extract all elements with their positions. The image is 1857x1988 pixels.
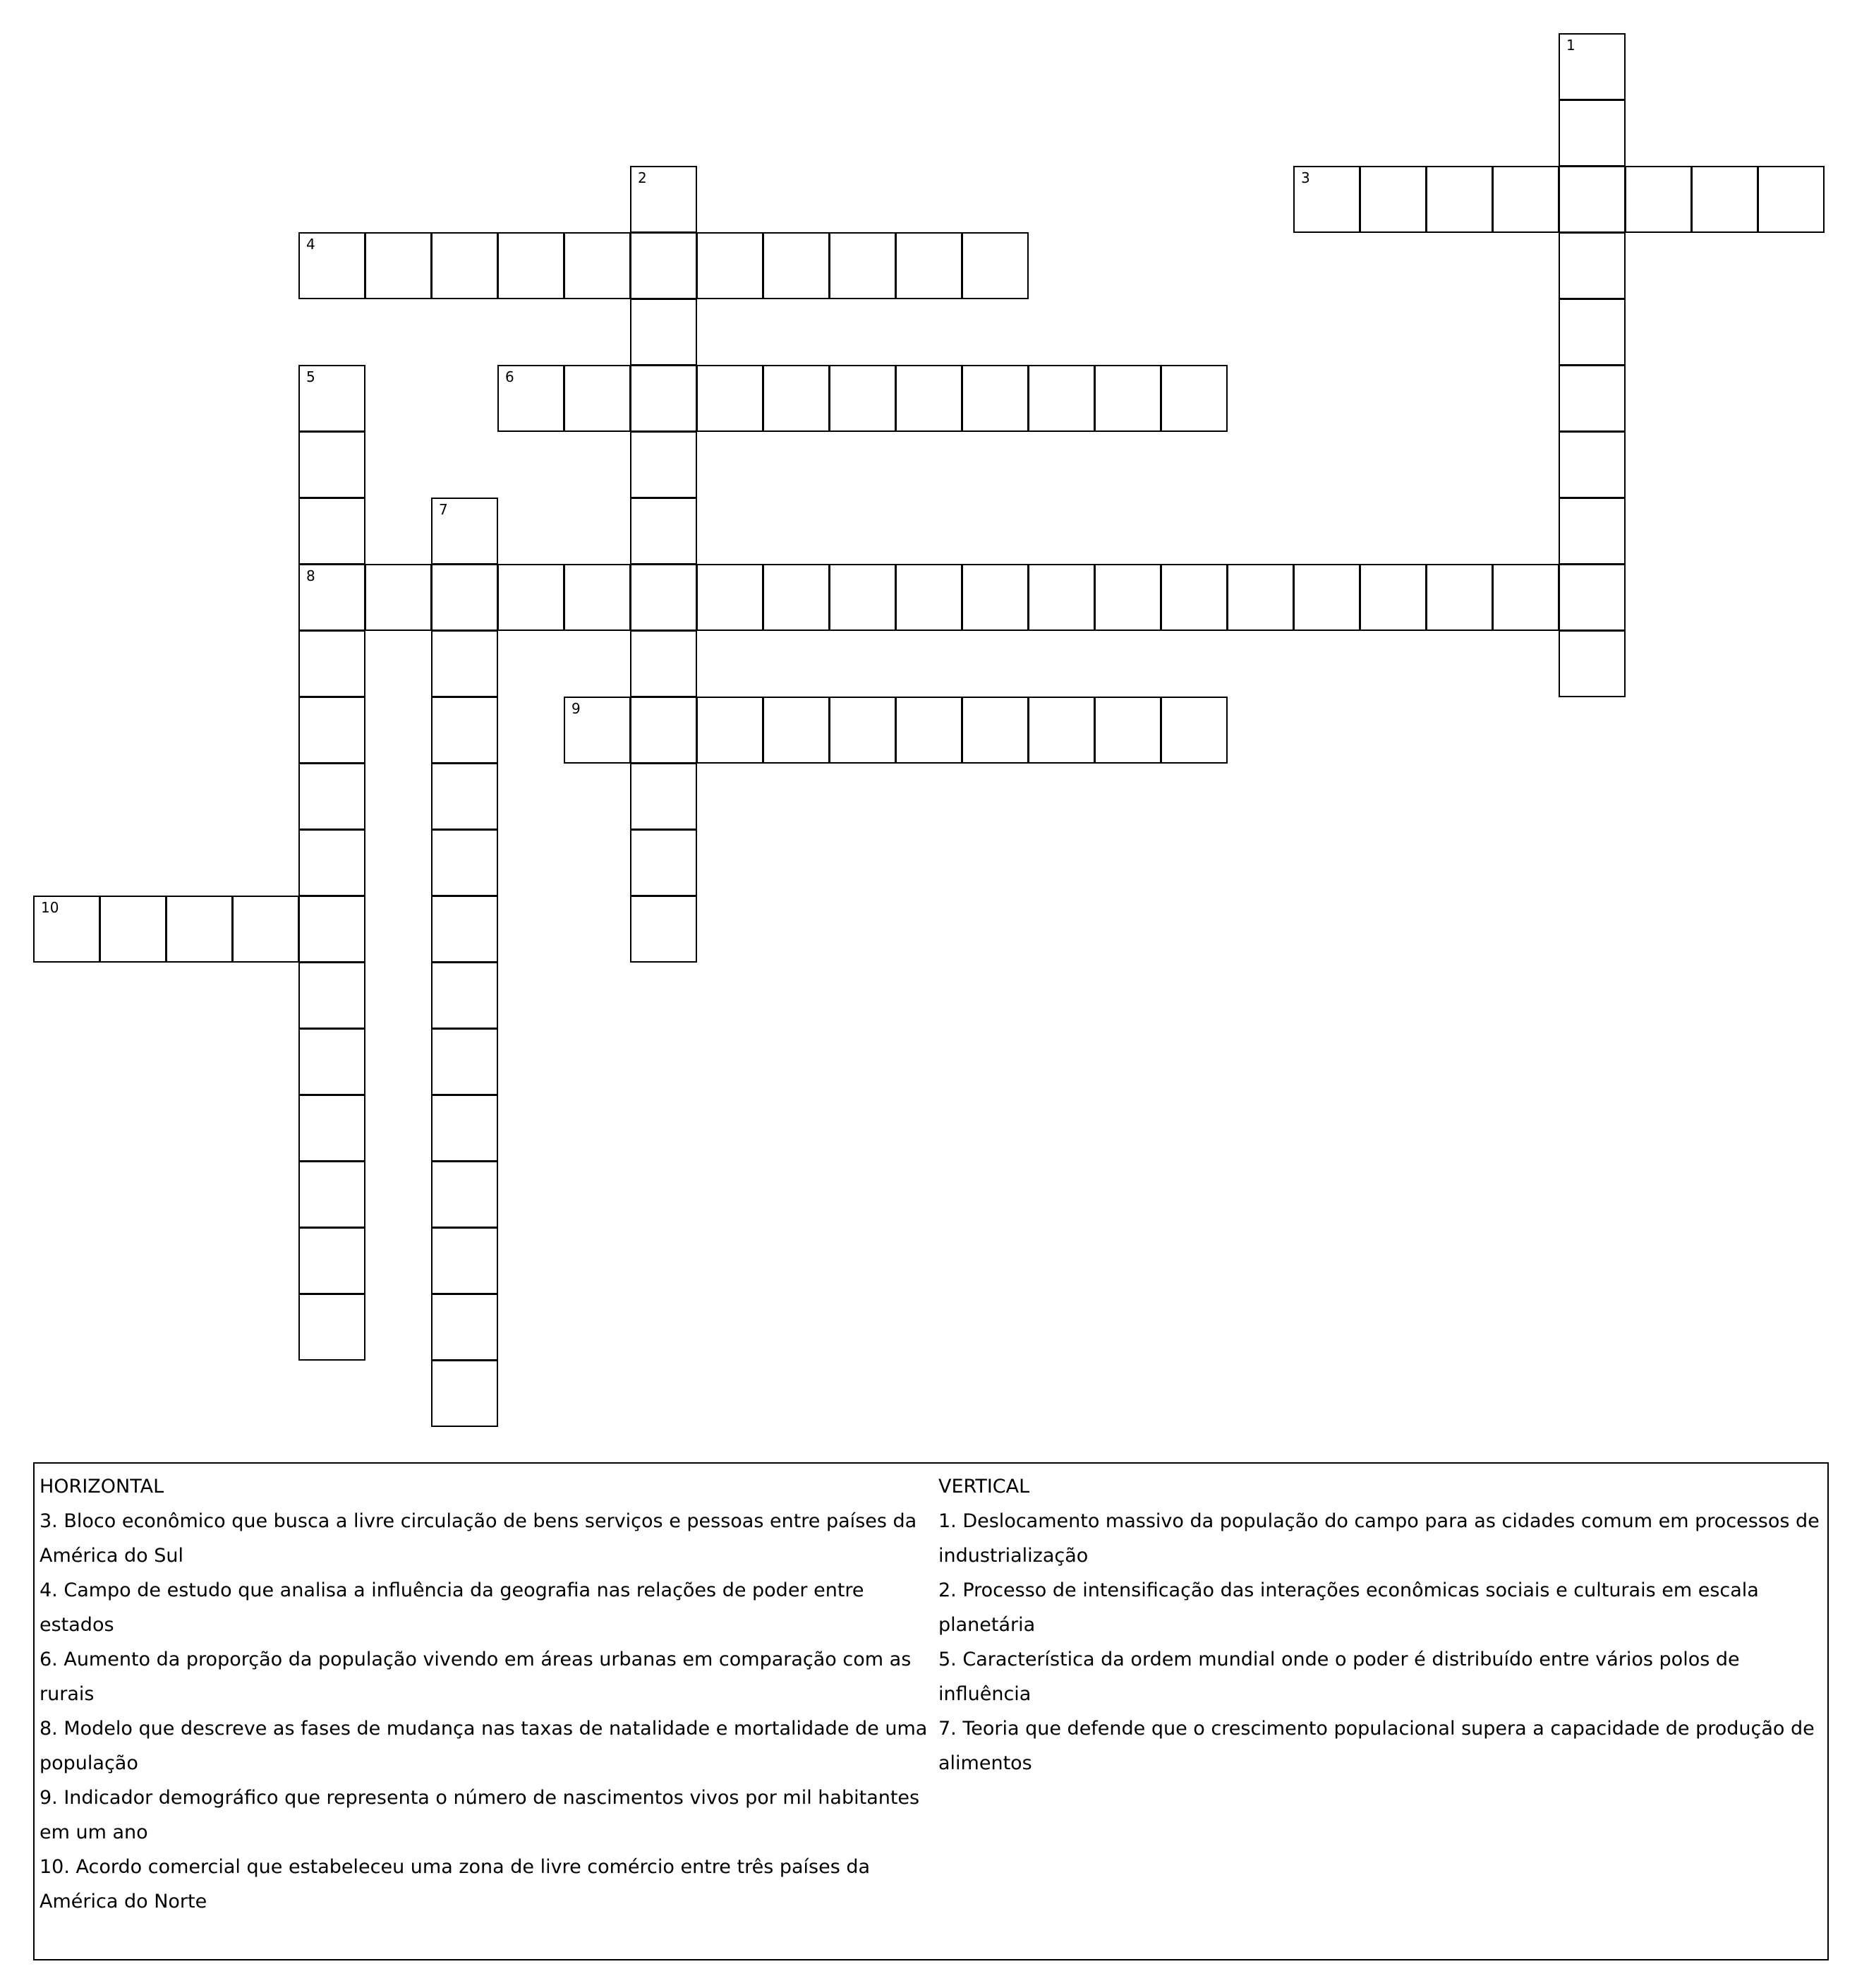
grid-cell[interactable]: [232, 896, 299, 963]
clue-number: 6: [505, 368, 514, 385]
grid-cell[interactable]: [763, 232, 830, 299]
grid-cell[interactable]: [298, 630, 365, 697]
clue-down-7: 7. Teoria que defende que o crescimento populacional supera a capacidade de produção de alimentos: [938, 1718, 1815, 1774]
grid-cell[interactable]: [829, 232, 896, 299]
clue-down-5: 5. Característica da ordem mundial onde o poder é distribuído entre vários polos de influência: [938, 1649, 1740, 1705]
grid-cell[interactable]: [630, 630, 697, 697]
grid-cell[interactable]: [1293, 166, 1360, 233]
grid-cell[interactable]: [564, 697, 631, 764]
grid-cell[interactable]: [630, 697, 697, 764]
grid-cell[interactable]: [630, 763, 697, 830]
grid-cell[interactable]: [431, 1028, 498, 1095]
grid-cell[interactable]: [1559, 365, 1626, 432]
clue-down-1: 1. Deslocamento massivo da população do campo para as cidades comum em processos de industrialização: [938, 1510, 1820, 1567]
grid-cell[interactable]: [1758, 166, 1825, 233]
grid-cell[interactable]: [564, 365, 631, 432]
grid-cell[interactable]: [431, 1095, 498, 1162]
grid-cell[interactable]: [1559, 33, 1626, 100]
grid-cell[interactable]: [1094, 365, 1161, 432]
grid-cell[interactable]: [630, 829, 697, 896]
grid-cell[interactable]: [1161, 564, 1228, 631]
grid-cell[interactable]: [1360, 564, 1427, 631]
grid-cell[interactable]: [1559, 166, 1626, 233]
grid-cell[interactable]: [298, 1028, 365, 1095]
grid-cell[interactable]: [696, 232, 763, 299]
grid-cell[interactable]: [431, 962, 498, 1029]
grid-cell[interactable]: [298, 896, 365, 963]
grid-cell[interactable]: [1161, 365, 1228, 432]
grid-cell[interactable]: [1559, 498, 1626, 565]
grid-cell[interactable]: [829, 365, 896, 432]
grid-cell[interactable]: [895, 697, 962, 764]
grid-cell[interactable]: [1426, 564, 1493, 631]
grid-cell[interactable]: [564, 232, 631, 299]
grid-cell[interactable]: [298, 431, 365, 498]
grid-cell[interactable]: [431, 630, 498, 697]
grid-cell[interactable]: [630, 431, 697, 498]
horizontal-title: HORIZONTAL: [40, 1476, 164, 1498]
grid-cell[interactable]: [33, 896, 100, 963]
grid-cell[interactable]: [962, 365, 1029, 432]
clue-across-8: 8. Modelo que descreve as fases de mudança nas taxas de natalidade e mortalidade de uma população: [40, 1718, 928, 1774]
grid-cell[interactable]: [431, 232, 498, 299]
grid-cell[interactable]: [431, 498, 498, 565]
clues-box: [33, 1462, 1829, 1960]
grid-cell[interactable]: [1028, 564, 1095, 631]
grid-cell[interactable]: [829, 564, 896, 631]
grid-cell[interactable]: [895, 564, 962, 631]
grid-cell[interactable]: [1559, 232, 1626, 299]
grid-cell[interactable]: [298, 1095, 365, 1162]
grid-cell[interactable]: [829, 697, 896, 764]
grid-cell[interactable]: [1559, 100, 1626, 167]
grid-cell[interactable]: [1227, 564, 1294, 631]
clue-across-3: 3. Bloco econômico que busca a livre circulação de bens serviços e pessoas entre países da América do Sul: [40, 1510, 917, 1567]
grid-cell[interactable]: [763, 564, 830, 631]
grid-cell[interactable]: [298, 365, 365, 432]
grid-cell[interactable]: [1293, 564, 1360, 631]
grid-cell[interactable]: [298, 829, 365, 896]
grid-cell[interactable]: [1492, 166, 1559, 233]
grid-cell[interactable]: [630, 896, 697, 963]
grid-cell[interactable]: [298, 1227, 365, 1294]
grid-cell[interactable]: [1028, 365, 1095, 432]
grid-cell[interactable]: [962, 564, 1029, 631]
grid-cell[interactable]: [962, 697, 1029, 764]
vertical-title: VERTICAL: [938, 1476, 1030, 1498]
grid-cell[interactable]: [431, 1161, 498, 1228]
grid-cell[interactable]: [497, 365, 564, 432]
grid-cell[interactable]: [696, 697, 763, 764]
grid-cell[interactable]: [895, 232, 962, 299]
clue-down-2: 2. Processo de intensificação das interações econômicas sociais e culturais em escala planetária: [938, 1579, 1759, 1636]
grid-cell[interactable]: [497, 232, 564, 299]
grid-cell[interactable]: [365, 232, 432, 299]
grid-cell[interactable]: [166, 896, 233, 963]
grid-cell[interactable]: [298, 564, 365, 631]
grid-cell[interactable]: [763, 365, 830, 432]
grid-cell[interactable]: [962, 232, 1029, 299]
grid-cell[interactable]: [1094, 564, 1161, 631]
grid-cell[interactable]: [1161, 697, 1228, 764]
grid-cell[interactable]: [298, 1161, 365, 1228]
grid-cell[interactable]: [630, 299, 697, 366]
grid-cell[interactable]: [431, 763, 498, 830]
grid-cell[interactable]: [1360, 166, 1427, 233]
grid-cell[interactable]: [1625, 166, 1692, 233]
clue-number: 4: [306, 236, 315, 253]
grid-cell[interactable]: [564, 564, 631, 631]
grid-cell[interactable]: [1691, 166, 1758, 233]
vertical-clues: [938, 1469, 1820, 1781]
grid-cell[interactable]: [1028, 697, 1095, 764]
grid-cell[interactable]: [431, 1360, 498, 1427]
horizontal-clues: [40, 1469, 928, 1919]
grid-cell[interactable]: [365, 564, 432, 631]
grid-cell[interactable]: [1492, 564, 1559, 631]
clue-across-4: 4. Campo de estudo que analisa a influência da geografia nas relações de poder entre estados: [40, 1579, 864, 1636]
clue-number: 2: [638, 169, 647, 186]
clue-number: 5: [306, 368, 315, 385]
clue-number: 8: [306, 567, 315, 584]
grid-cell[interactable]: [298, 763, 365, 830]
grid-cell[interactable]: [1559, 564, 1626, 631]
grid-cell[interactable]: [298, 498, 365, 565]
grid-cell[interactable]: [630, 564, 697, 631]
grid-cell[interactable]: [431, 1227, 498, 1294]
grid-cell[interactable]: [1559, 431, 1626, 498]
grid-cell[interactable]: [431, 697, 498, 764]
grid-cell[interactable]: [696, 365, 763, 432]
grid-cell[interactable]: [431, 896, 498, 963]
clue-number: 9: [571, 700, 581, 717]
clue-number: 3: [1301, 169, 1310, 186]
grid-cell[interactable]: [1426, 166, 1493, 233]
clue-across-9: 9. Indicador demográfico que representa o número de nascimentos vivos por mil habitantes em um ano: [40, 1787, 920, 1843]
grid-cell[interactable]: [431, 829, 498, 896]
clue-across-6: 6. Aumento da proporção da população vivendo em áreas urbanas em comparação com as rurais: [40, 1649, 912, 1705]
clue-across-10: 10. Acordo comercial que estabeleceu uma zona de livre comércio entre três países da América do Norte: [40, 1856, 871, 1912]
grid-cell[interactable]: [298, 1294, 365, 1361]
grid-cell[interactable]: [497, 564, 564, 631]
grid-cell[interactable]: [1559, 299, 1626, 366]
grid-cell[interactable]: [431, 1294, 498, 1361]
clue-number: 7: [439, 501, 448, 518]
clue-number: 1: [1566, 37, 1575, 54]
grid-cell[interactable]: [298, 697, 365, 764]
grid-cell[interactable]: [298, 232, 365, 299]
grid-cell[interactable]: [630, 166, 697, 233]
clue-number: 10: [41, 899, 59, 916]
grid-cell[interactable]: [630, 365, 697, 432]
grid-cell[interactable]: [431, 564, 498, 631]
grid-cell[interactable]: [630, 232, 697, 299]
grid-cell[interactable]: [630, 498, 697, 565]
grid-cell[interactable]: [99, 896, 167, 963]
grid-cell[interactable]: [895, 365, 962, 432]
grid-cell[interactable]: [298, 962, 365, 1029]
grid-cell[interactable]: [763, 697, 830, 764]
grid-cell[interactable]: [1559, 630, 1626, 697]
grid-cell[interactable]: [696, 564, 763, 631]
grid-cell[interactable]: [1094, 697, 1161, 764]
